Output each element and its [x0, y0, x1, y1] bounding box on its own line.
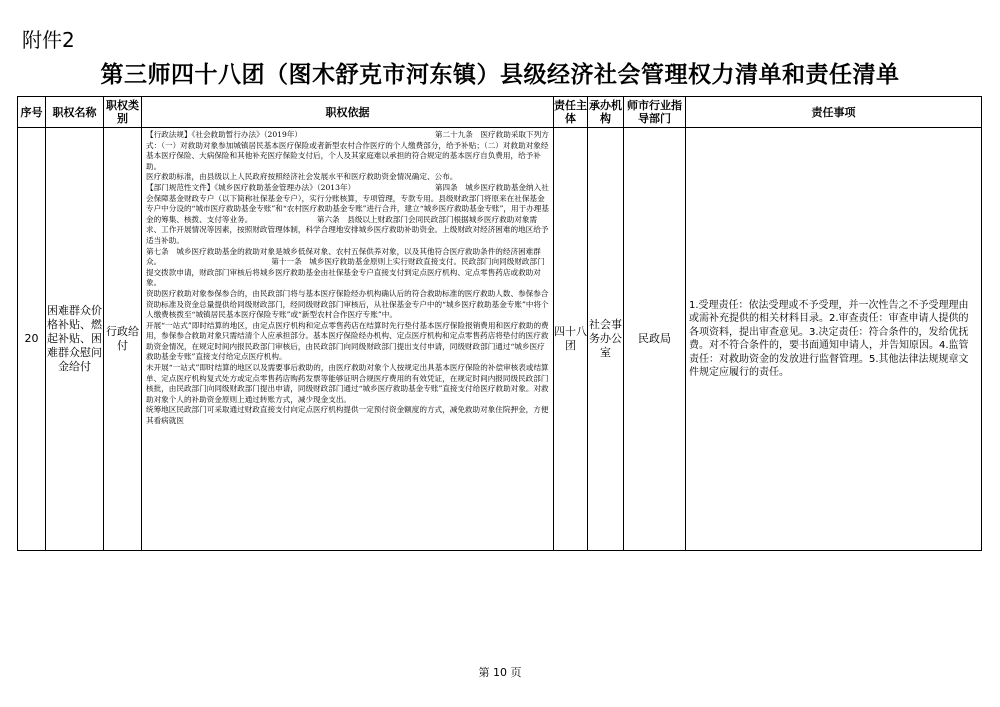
- document-title: 第三师四十八团（图木舒克市河东镇）县级经济社会管理权力清单和责任清单: [100, 62, 900, 88]
- basis-paragraph: 资助医疗救助对象参保参合的，由民政部门将与基本医疗保险经办机构确认后的符合救助标准的医疗救助人数、参保参合资助标准及资金总量提供给同级财政部门，经同级财政部门审核后，从社保基金专户中的“城乡医疗救助基金专账”中将个人缴费核拨至“城镇居民基本医疗保险专账”或“新型农村合作医疗专账”中。: [146, 288, 549, 320]
- header-resp: 责任事项: [686, 97, 982, 128]
- header-basis: 职权依据: [142, 97, 554, 128]
- basis-paragraph: 第七条 城乡医疗救助基金的救助对象是城乡低保对象、农村五保供养对象，以及其他符合医疗救助条件的经济困难群众。 第十一条 城乡医疗救助基金原则上实行财政直接支付。民政部门向同级财政部门提交拨款申请，财政部门审核后将城乡医疗救助基金由社保基金专户直接支付到定点医疗机构、定点零售药店或救助对象。: [146, 246, 545, 288]
- header-seq: 序号: [18, 97, 46, 128]
- cell-agency: 社会事务办公室: [588, 128, 624, 551]
- header-subject: 责任主体: [554, 97, 588, 128]
- basis-paragraph: 统筹地区民政部门可采取通过财政直接支付向定点医疗机构提供一定预付资金额度的方式，减免救助对象住院押金，方便其看病就医: [146, 405, 549, 426]
- header-guide: 师市行业指导部门: [624, 97, 686, 128]
- cell-subject: 四十八团: [554, 128, 588, 551]
- basis-paragraph: 未开展“一站式”即时结算的地区以及需要事后救助的，由医疗救助对象个人按规定出具基本医疗保险的补偿审核表或结算单、定点医疗机构复式处方或定点零售药店购药发票等能够证明合规医疗费用的有效凭证，在规定时间内报同级民政部门核批，由民政部门向同级财政部门提出申请，同级财政部门通过“城乡医疗救助基金专账”直接支付给医疗救助对象。对救助对象个人的补助资金原则上通过转账方式，减少现金支出。: [146, 363, 549, 404]
- cell-name: 困难群众价格补贴、燃起补贴、困难群众慰问金给付: [46, 128, 104, 551]
- table-header-row: [18, 97, 982, 128]
- table-row: [18, 128, 982, 551]
- header-agency: 承办机构: [588, 97, 624, 128]
- cell-responsibilities: 1.受理责任：依法受理或不予受理，并一次性告之不予受理理由或需补充提供的相关材料目录。2.审查责任：审查申请人提供的各项资料，提出审查意见。3.决定责任：符合条件的，发给优抚费。对不符合条件的，要书面通知申请人，并告知原因。4.监管责任：对救助资金的发放进行监督管理。5.其他法律法规规章文件规定应履行的责任。: [686, 128, 982, 551]
- header-name: 职权名称: [46, 97, 104, 128]
- basis-paragraph: 开展“一站式”即时结算的地区，由定点医疗机构和定点零售药店在结算时先行垫付基本医疗保险报销费用和医疗救助的费用，参保参合救助对象只需结清个人应承担部分。基本医疗保险经办机构、定点医疗机构和定点零售药店将垫付的医疗救助资金情况，在规定时间内报民政部门审核后，由民政部门向同级财政部门提出支付申请，同级财政部门通过“城乡医疗救助基金专账”直接支付给定点医疗机构。: [146, 320, 549, 362]
- power-list-table: [17, 96, 982, 551]
- basis-paragraph: 【部门规范性文件】《城乡医疗救助基金管理办法》（2013年） 第四条 城乡医疗救助基金纳入社会保障基金财政专户（以下简称社保基金专户），实行分账核算，专项管理，专款专用。县级财政部门将原来在社保基金专户中分设的“城市医疗救助基金专账”和“农村医疗救助基金专账”进行合并，建立“城乡医疗救助基金专账”，用于办理基金的筹集、核拨、支付等业务。 第六条 县级以上财政部门会同民政部门根据城乡医疗救助对象需求、工作开展情况等因素，按照财政管理体制，科学合理地安排城乡医疗救助补助资金。上级财政对经济困难的地区给予适当补助。: [146, 182, 549, 245]
- cell-category: 行政给付: [104, 128, 142, 551]
- header-category: 职权类别: [104, 97, 142, 128]
- basis-paragraph: 医疗救助标准，由县级以上人民政府按照经济社会发展水平和医疗救助资金情况确定、公布。: [146, 172, 458, 182]
- cell-guide: 民政局: [624, 128, 686, 551]
- basis-paragraph: 【行政法规】《社会救助暂行办法》（2019年） 第二十九条 医疗救助采取下列方式：（一）对救助对象参加城镇居民基本医疗保险或者新型农村合作医疗的个人缴费部分，给予补贴；（二）对救助对象经基本医疗保险、大病保险和其他补充医疗保险支付后，个人及其家庭难以承担的符合规定的基本医疗自负费用，给予补助。: [146, 130, 549, 171]
- cell-seq: 20: [18, 128, 46, 551]
- cell-basis: [142, 128, 554, 551]
- attachment-label: 附件2: [22, 28, 75, 52]
- page-number: 第 10 页: [478, 666, 522, 679]
